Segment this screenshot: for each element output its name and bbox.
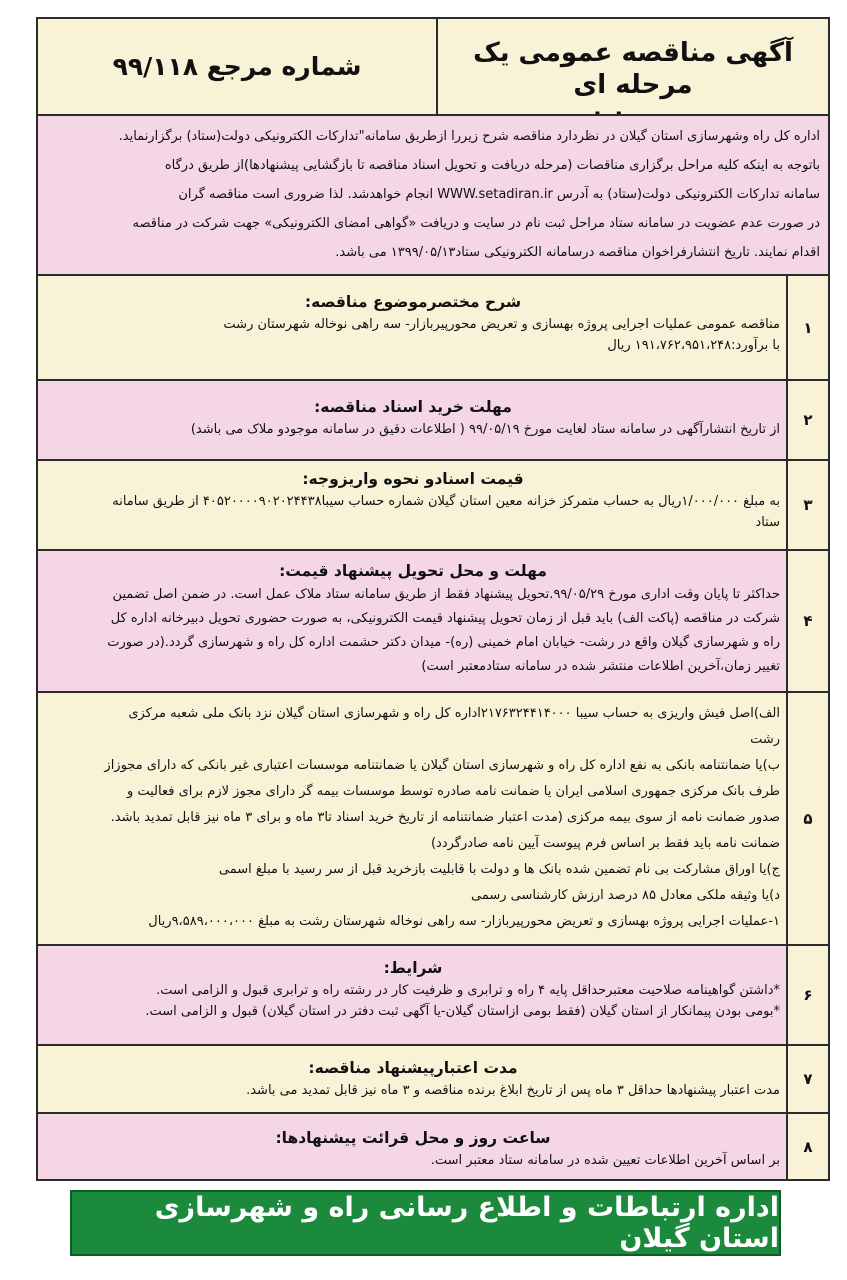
footer-banner (70, 1190, 781, 1256)
section-2 (38, 379, 828, 459)
section-body (46, 290, 780, 356)
intro-line: اداره کل راه وشهرسازی استان گیلان در نظردارد مناقصه شرح زیررا ازطریق سامانه"تدارکات الکترونیکی دولت(ستاد) برگزارنماید. (118, 129, 820, 144)
reference-number: شماره مرجع ۹۹/۱۱۸ (112, 52, 362, 81)
section-line: به مبلغ ۱/۰۰۰/۰۰۰ریال به حساب متمرکز خزانه معین استان گیلان شماره حساب سیبا۴۰۵۲۰۰۰۰۹۰۲۰۲۴۴۳۸ از طریق سامانه (112, 494, 780, 509)
title-box (436, 19, 828, 114)
footer-text: اداره ارتباطات و اطلاع رسانی راه و شهرسازی استان گیلان (154, 1192, 779, 1254)
section-line: ب)یا ضمانتنامه بانکی به نفع اداره کل راه و شهرسازی استان گیلان یا ضمانتنامه موسسات اعتباری غیر بانکی که دارای مجوزاز (104, 758, 780, 773)
section-number: ۱ (786, 276, 828, 379)
section-line: مدت اعتبار پیشنهادها حداقل ۳ ماه پس از تاریخ ابلاغ برنده مناقصه و ۳ ماه نیز قابل تمدید می باشد. (246, 1083, 780, 1098)
section-line: *داشتن گواهینامه صلاحیت معتبرحداقل پایه ۴ راه و ترابری و ظرفیت کار در رشته راه و ترابری قبول و الزامی است. (156, 983, 780, 998)
notice-title: آگهی مناقصه عمومی یک مرحله ای (473, 38, 793, 100)
section-line: ضمانت نامه باید فقط بر اساس فرم پیوست آیین نامه صادرگردد) (430, 836, 780, 851)
section-number: ۵ (786, 693, 828, 944)
section-7 (38, 1044, 828, 1112)
section-body (46, 956, 780, 1022)
section-body (46, 467, 780, 533)
section-body (46, 395, 780, 440)
section-line: *بومی بودن پیمانکار از استان گیلان (فقط بومی ازاستان گیلان-یا آگهی ثبت دفتر در استان گیلان) قبول و الزامی است. (145, 1004, 780, 1019)
section-number: ۲ (786, 381, 828, 459)
section-line: الف)اصل فیش واریزی به حساب سیبا ۲۱۷۶۳۲۴۴۱۴۰۰۰اداره کل راه و شهرسازی استان گیلان نزد بانک ملی شعبه مرکزی (128, 706, 780, 721)
section-body (46, 1126, 780, 1171)
section-line: تغییر زمان،آخرین اطلاعات منتشر شده در سامانه ستادمعتبر است) (421, 659, 780, 674)
section-heading: مهلت خرید اسناد مناقصه: (314, 398, 512, 416)
intro-line: باتوجه به اینکه کلیه مراحل برگزاری مناقصات (مرحله دریافت و تحویل اسناد مناقصه تا بازگشایی پیشنهادها)از طریق درگاه (164, 158, 820, 173)
section-line: بر اساس آخرین اطلاعات تعیین شده در سامانه ستاد معتبر است. (430, 1153, 780, 1168)
section-heading: ساعت روز و محل قرائت پیشنهادها: (275, 1129, 551, 1147)
intro-line: سامانه تدارکات الکترونیکی دولت(ستاد) به آدرس WWW.setadiran.ir انجام خواهدشد. لذا ضروری است مناقصه گران (178, 187, 820, 202)
section-line: حداکثر تا پایان وقت اداری مورخ ۹۹/۰۵/۲۹.تحویل پیشنهاد فقط از طریق سامانه ستاد ملاک عمل است. در ضمن اصل تضمین (112, 587, 780, 602)
section-heading: مدت اعتبارپیشنهاد مناقصه: (308, 1059, 518, 1077)
section-heading: شرایط: (383, 959, 443, 977)
section-3 (38, 459, 828, 549)
section-4 (38, 549, 828, 691)
section-heading: مهلت و محل تحویل پیشنهاد قیمت: (279, 562, 547, 580)
section-line: مناقصه عمومی عملیات اجرایی پروژه بهسازی و تعریض محورپیربازار- سه راهی نوخاله شهرستان رشت (223, 317, 780, 332)
notice-header (38, 19, 828, 114)
tender-notice (36, 17, 830, 1181)
section-line: رشت (750, 732, 780, 747)
section-line: راه و شهرسازی گیلان واقع در رشت- خیابان امام خمینی (ره)- میدان دکتر حشمت اداره کل راه و شهرسازی گردد.(در صورت (107, 635, 780, 650)
section-body (46, 701, 780, 935)
section-5 (38, 691, 828, 944)
intro-line: اقدام نمایند. تاریخ انتشارفراخوان مناقصه درسامانه الکترونیکی ستاد۱۳۹۹/۰۵/۱۳ می باشد. (335, 245, 820, 260)
section-line: از تاریخ انتشارآگهی در سامانه ستاد لغایت مورخ ۹۹/۰۵/۱۹ ( اطلاعات دقیق در سامانه موجودو ملاک می باشد) (190, 422, 780, 437)
section-1 (38, 274, 828, 379)
section-line: ۱-عملیات اجرایی پروژه بهسازی و تعریض محورپیربازار- سه راهی نوخاله شهرستان رشت به مبلغ ۹،۵۸۹،۰۰۰،۰۰۰ریال (148, 914, 780, 929)
intro-section (38, 114, 828, 274)
section-number: ۶ (786, 946, 828, 1044)
section-line: ج)یا اوراق مشارکت بی نام تضمین شده بانک ها و دولت با قابلیت بازخرید قبل از سر رسید با مبلغ اسمی (218, 862, 780, 877)
section-number: ۸ (786, 1114, 828, 1179)
section-line: د)یا وثیقه ملکی معادل ۸۵ درصد ارزش کارشناسی رسمی (471, 888, 780, 903)
section-8 (38, 1112, 828, 1179)
section-line: طرف بانک مرکزی جمهوری اسلامی ایران یا ضمانت نامه صادره توسط موسسات بیمه گر دارای مجوز لازم برای فعالیت و (126, 784, 780, 799)
section-line: با برآورد:۱۹۱،۷۶۲،۹۵۱،۲۴۸ ریال (607, 338, 780, 353)
section-line: ستاد (755, 515, 780, 530)
section-number: ۴ (786, 551, 828, 691)
section-body (46, 1056, 780, 1101)
intro-line: در صورت عدم عضویت در سامانه ستاد مراحل ثبت نام در سایت و دریافت «گواهی امضای الکترونیکی» جهت شرکت در مناقصه (132, 216, 820, 231)
section-heading: قیمت اسنادو نحوه واریزوجه: (302, 470, 524, 488)
section-line: صدور ضمانت نامه از سوی بیمه مرکزی (مدت اعتبار ضمانتنامه از تاریخ خرید اسناد تا۳ ماه و برای ۳ ماه نیز قابل تمدید باشد. (110, 810, 780, 825)
section-number: ۷ (786, 1046, 828, 1112)
section-heading: شرح مختصرموضوع مناقصه: (304, 293, 522, 311)
intro-text (46, 122, 820, 267)
section-line: شرکت در مناقصه (پاکت الف) باید قبل از زمان تحویل پیشنهاد قیمت الکترونیکی، به صورت حضوری تحویل دبیرخانه اداره کل (110, 611, 780, 626)
reference-box (38, 19, 436, 114)
section-body (46, 559, 780, 679)
section-6 (38, 944, 828, 1044)
section-number: ۳ (786, 461, 828, 549)
